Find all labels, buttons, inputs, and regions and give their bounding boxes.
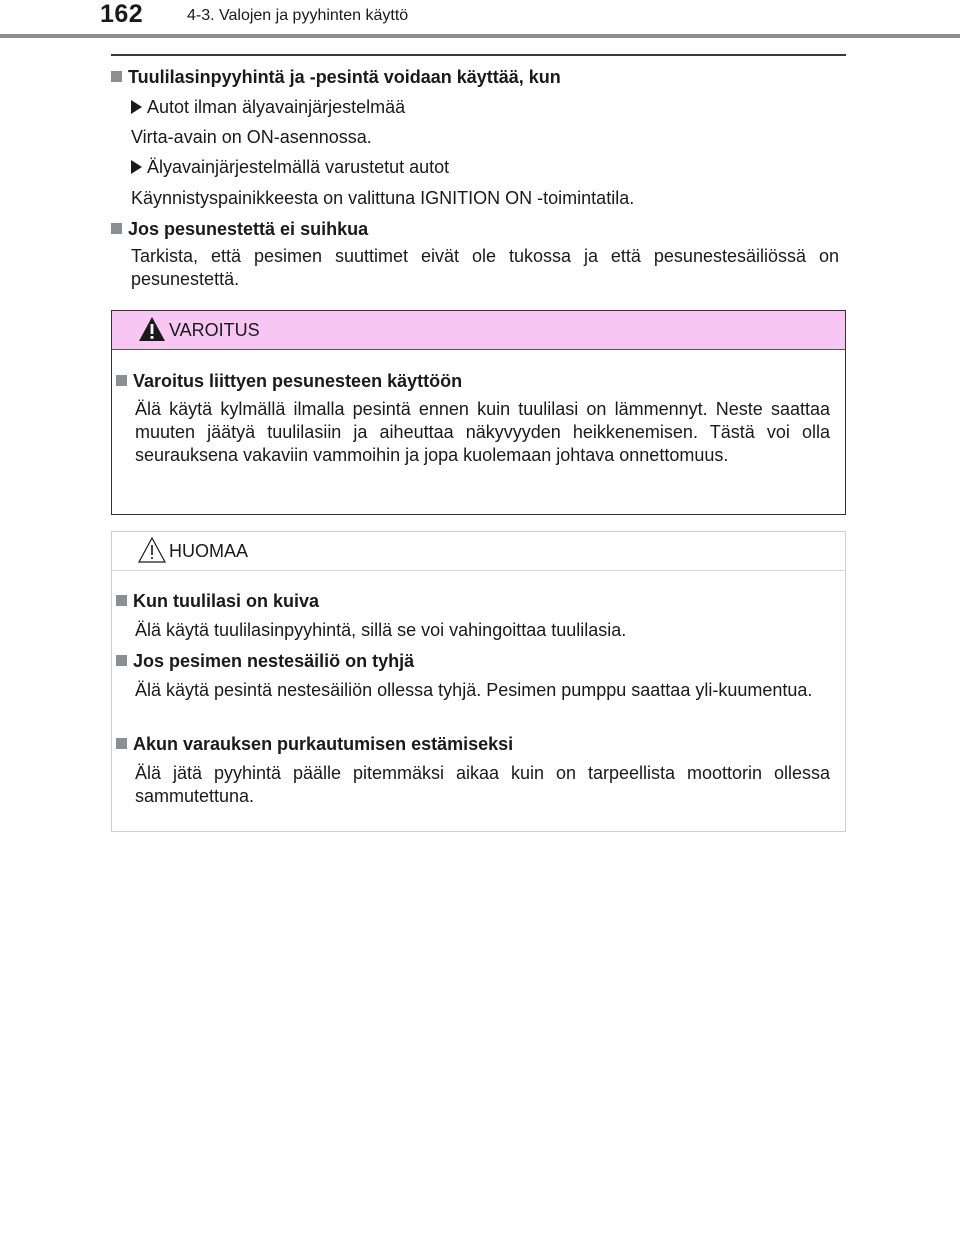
- header-divider: [0, 34, 960, 38]
- notice-heading-empty-tank: Jos pesimen nestesäiliö on tyhjä: [116, 650, 414, 673]
- page-number: 162: [100, 0, 144, 28]
- square-bullet-icon: [116, 595, 127, 606]
- warning-triangle-icon: [137, 315, 167, 343]
- square-bullet-icon: [111, 223, 122, 234]
- text-check-nozzles: Tarkista, että pesimen suuttimet eivät ole tukossa ja että pesunestesäiliössä on pesunestettä.: [131, 246, 839, 289]
- triangle-bullet-icon: [131, 160, 142, 174]
- square-bullet-icon: [116, 738, 127, 749]
- page-header: [0, 0, 960, 40]
- warning-heading: Varoitus liittyen pesunesteen käyttöön: [116, 370, 462, 393]
- warning-box-header: [112, 311, 845, 350]
- notice-text-empty-tank: Älä käytä pesintä nestesäiliön ollessa tyhjä. Pesimen pumppu saattaa yli-kuumentua.: [135, 680, 813, 700]
- notice-heading-dry-windshield: Kun tuulilasi on kuiva: [116, 590, 319, 613]
- content-top-divider: [111, 54, 846, 56]
- notice-text-battery: Älä jätä pyyhintä päälle pitemmäksi aikaa kuin on tarpeellista moottorin ollessa sammutettuna.: [135, 763, 830, 806]
- heading-washer-no-spray: Jos pesunestettä ei suihkua: [111, 218, 368, 241]
- warning-title: VAROITUS: [169, 320, 260, 340]
- notice-text-dry-windshield: Älä käytä tuulilasinpyyhintä, sillä se voi vahingoittaa tuulilasia.: [135, 620, 627, 640]
- subheading-smart-key: Älyavainjärjestelmällä varustetut autot: [131, 156, 449, 179]
- warning-text: Älä käytä kylmällä ilmalla pesintä ennen kuin tuulilasi on lämmennyt. Neste saattaa muuten jäätyä tuulilasiin ja aiheuttaa näkyvyyden heikkenemisen. Tästä voi olla seurauksena vakaviin vammoihin ja jopa kuolemaan johtava onnettomuus.: [135, 399, 830, 465]
- square-bullet-icon: [116, 375, 127, 386]
- heading-wiper-usable: Tuulilasinpyyhintä ja -pesintä voidaan käyttää, kun: [111, 66, 561, 89]
- notice-box-header: [112, 532, 845, 571]
- text-ignition-on: Käynnistyspainikkeesta on valittuna IGNITION ON -toimintatila.: [131, 188, 635, 208]
- warning-box: [111, 310, 846, 515]
- notice-title: HUOMAA: [169, 541, 249, 561]
- notice-heading-battery: Akun varauksen purkautumisen estämiseksi: [116, 733, 513, 756]
- triangle-bullet-icon: [131, 100, 142, 114]
- notice-box: [111, 531, 846, 832]
- text-key-on: Virta-avain on ON-asennossa.: [131, 127, 372, 147]
- square-bullet-icon: [111, 71, 122, 82]
- subheading-no-smart-key: Autot ilman älyavainjärjestelmää: [131, 96, 405, 119]
- caution-triangle-icon: [137, 536, 167, 564]
- section-title: 4-3. Valojen ja pyyhinten käyttö: [187, 7, 409, 24]
- square-bullet-icon: [116, 655, 127, 666]
